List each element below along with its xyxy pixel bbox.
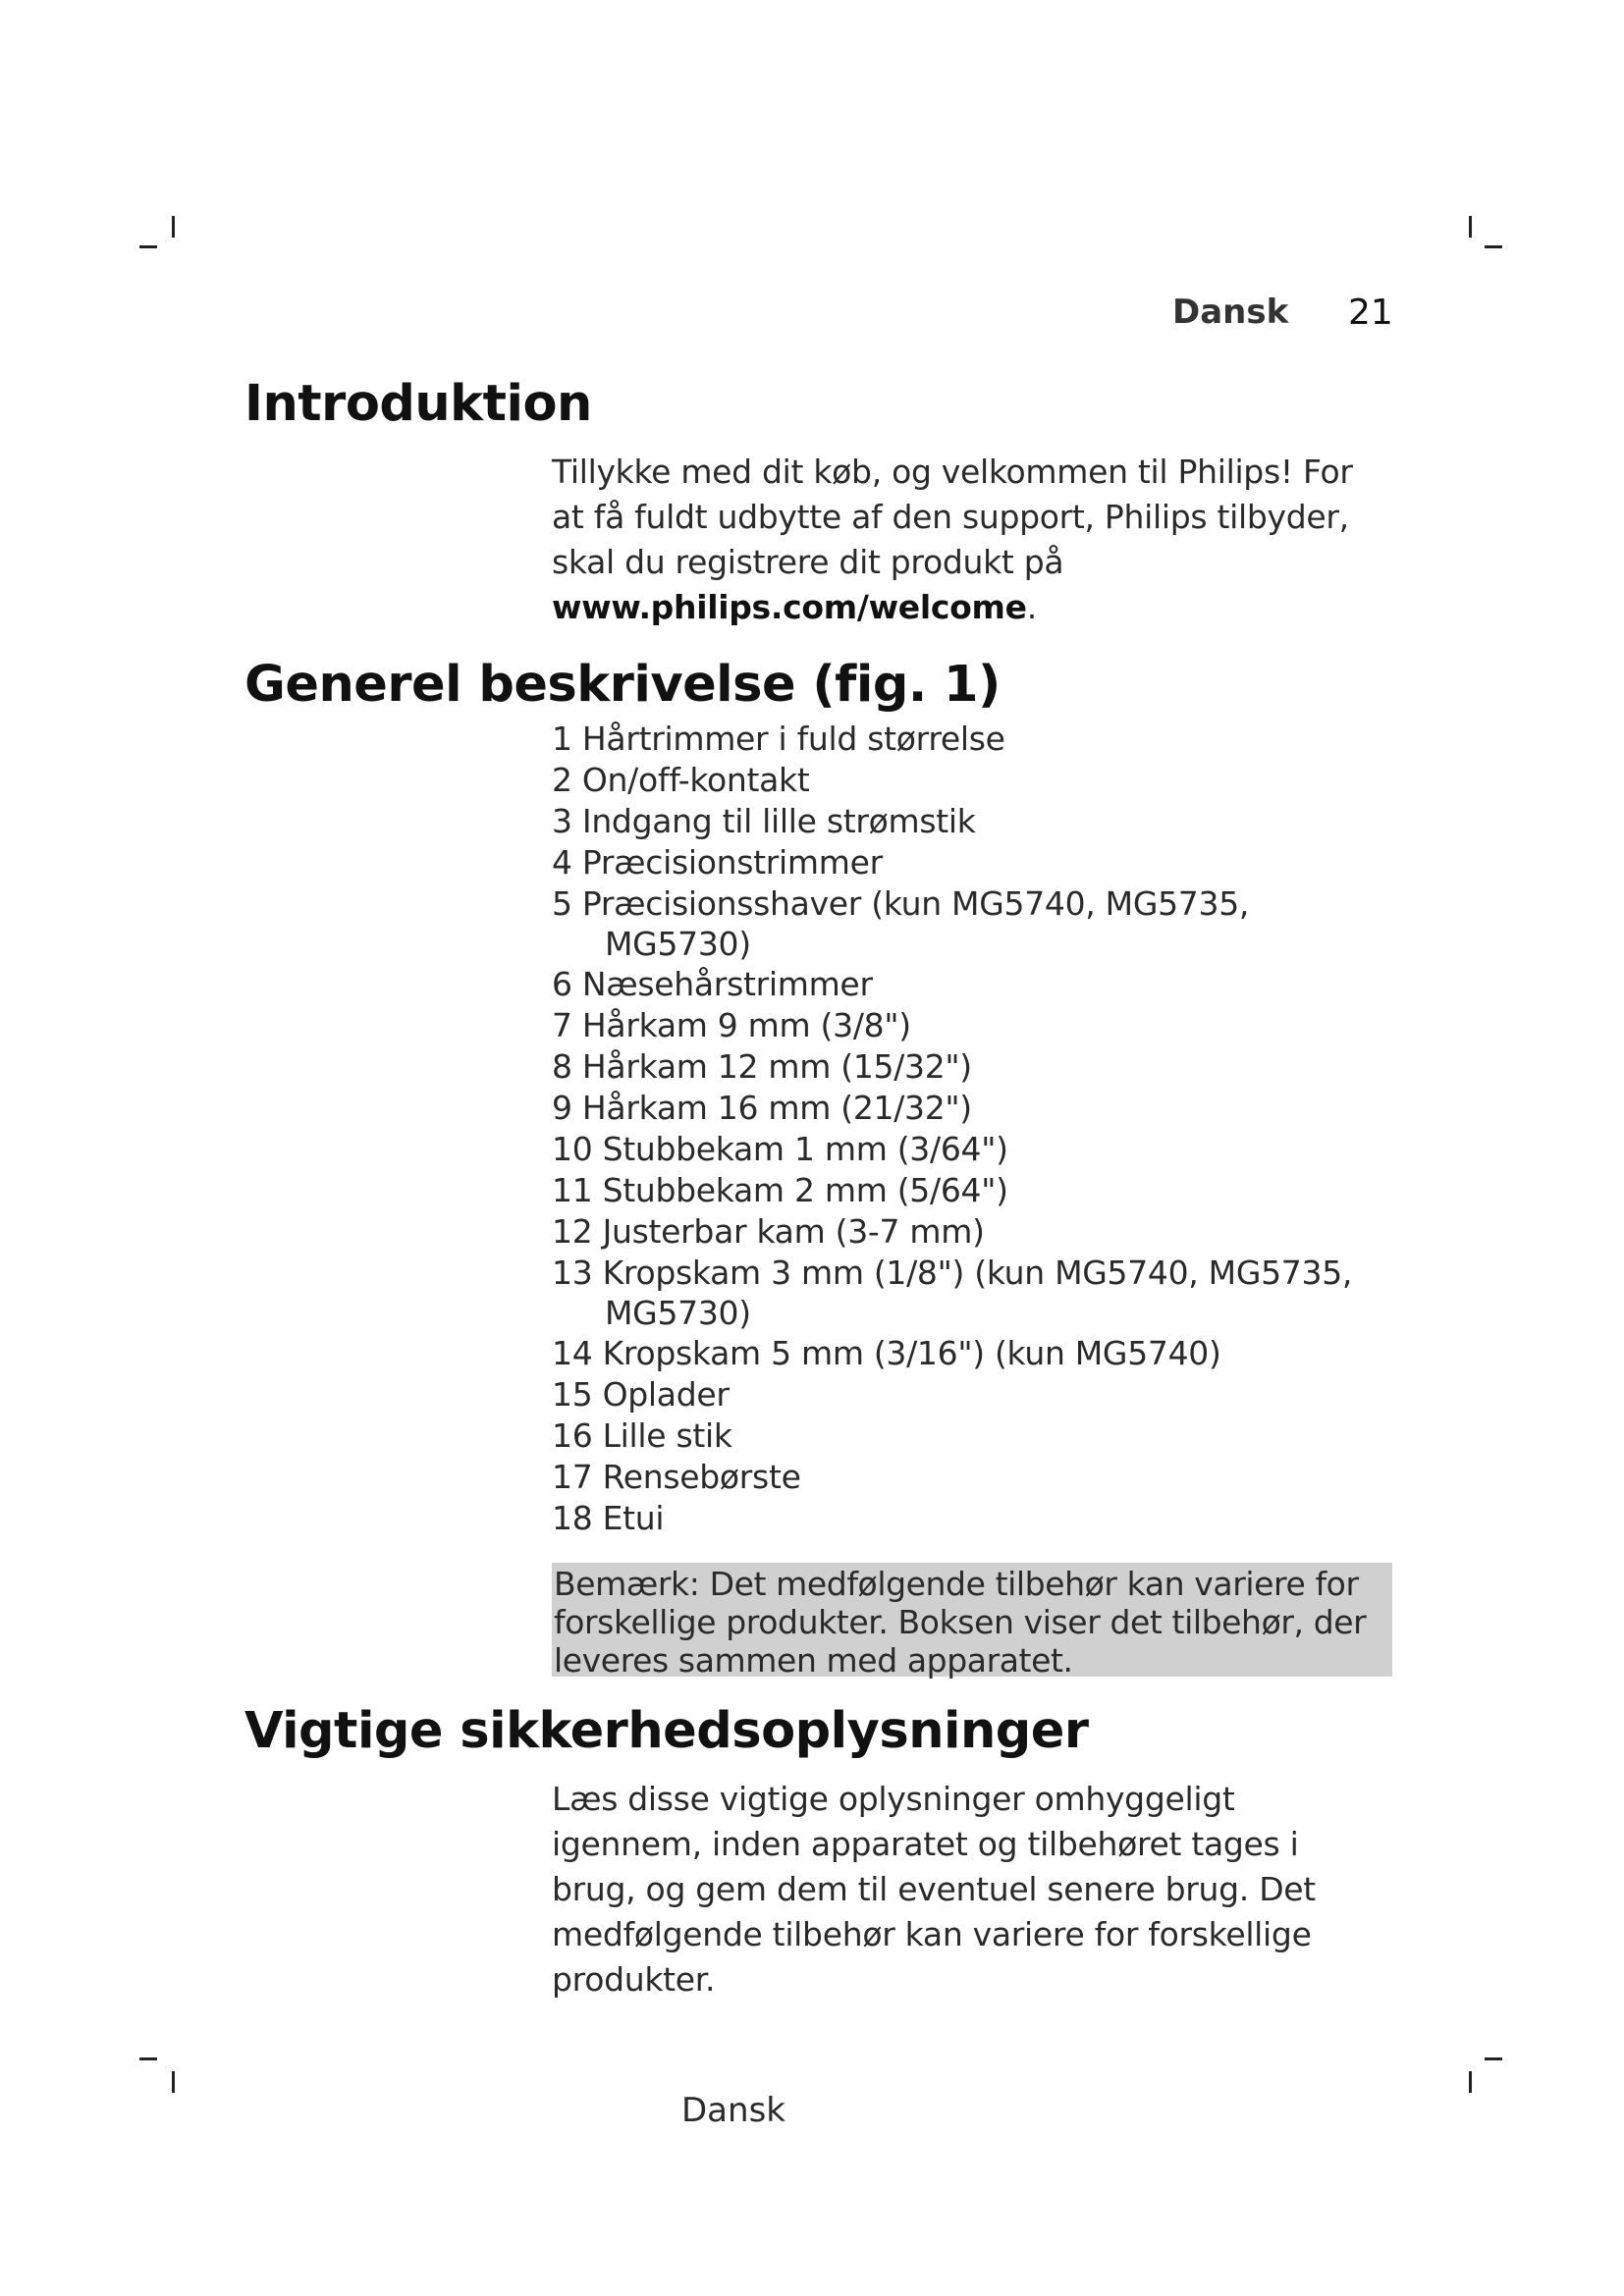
list-item: 8 Hårkam 12 mm (15/32")	[552, 1047, 972, 1086]
crop-mark-bottom-right-v	[1469, 2071, 1472, 2093]
list-item-continuation: MG5730)	[605, 925, 751, 963]
page-number: 21	[1348, 293, 1393, 333]
note-line: leveres sammen med apparatet.	[554, 1641, 1073, 1680]
crop-mark-bottom-left-v	[172, 2071, 175, 2093]
list-item	[552, 1253, 1352, 1333]
safety-line: brug, og gem dem til eventuel senere brug. Det	[552, 1870, 1316, 1908]
list-item: 4 Præcisionstrimmer	[552, 843, 883, 881]
accessory-note	[552, 1563, 1392, 1680]
list-item-text: 13 Kropskam 3 mm (1/8") (kun MG5740, MG5735,	[552, 1254, 1353, 1292]
intro-line: skal du registrere dit produkt på	[552, 543, 1064, 581]
safety-line: igennem, inden apparatet og tilbehøret tages i	[552, 1825, 1299, 1863]
crop-mark-top-right-h	[1485, 245, 1502, 248]
list-item: 6 Næsehårstrimmer	[552, 965, 873, 1003]
safety-line: medfølgende tilbehør kan variere for forskellige	[552, 1915, 1312, 1953]
list-item-continuation: MG5730)	[605, 1294, 751, 1332]
note-line: forskellige produkter. Boksen viser det tilbehør, der	[554, 1603, 1367, 1641]
note-line: Bemærk: Det medfølgende tilbehør kan variere for	[554, 1565, 1359, 1603]
list-item: 1 Hårtrimmer i fuld størrelse	[552, 720, 1005, 758]
safety-line: produkter.	[552, 1960, 716, 1999]
list-item: 9 Hårkam 16 mm (21/32")	[552, 1089, 972, 1127]
list-item: 17 Rensebørste	[552, 1458, 801, 1496]
intro-line: Tillykke med dit køb, og velkommen til Philips! For	[552, 453, 1353, 491]
list-item: 11 Stubbekam 2 mm (5/64")	[552, 1171, 1008, 1209]
intro-url-suffix: .	[1026, 588, 1037, 626]
footer-language: Dansk	[681, 2091, 785, 2130]
safety-heading: Vigtige sikkerhedsoplysninger	[244, 1702, 1089, 1760]
crop-mark-top-left-h	[139, 245, 157, 248]
general-heading: Generel beskrivelse (fig. 1)	[244, 656, 1001, 714]
header-language: Dansk	[1172, 293, 1289, 332]
safety-paragraph	[552, 1777, 1396, 2002]
list-item: 10 Stubbekam 1 mm (3/64")	[552, 1130, 1008, 1168]
list-item: 16 Lille stik	[552, 1416, 732, 1455]
list-item-text: 5 Præcisionsshaver (kun MG5740, MG5735,	[552, 884, 1250, 923]
crop-mark-bottom-right-h	[1485, 2057, 1502, 2060]
crop-mark-bottom-left-h	[139, 2057, 157, 2060]
safety-line: Læs disse vigtige oplysninger omhyggeligt	[552, 1780, 1235, 1818]
intro-paragraph	[552, 450, 1396, 630]
parts-list	[552, 719, 1352, 1539]
list-item: 7 Hårkam 9 mm (3/8")	[552, 1006, 911, 1044]
intro-url-line	[552, 585, 1396, 630]
list-item: 12 Justerbar kam (3-7 mm)	[552, 1212, 985, 1251]
intro-heading: Introduktion	[244, 375, 592, 433]
list-item: 2 On/off-kontakt	[552, 761, 810, 799]
list-item: 15 Oplader	[552, 1375, 730, 1414]
crop-mark-top-right-v	[1469, 216, 1472, 238]
intro-line: at få fuldt udbytte af den support, Philips tilbyder,	[552, 498, 1349, 536]
list-item: 3 Indgang til lille strømstik	[552, 802, 976, 840]
crop-mark-top-left-v	[172, 216, 175, 238]
philips-welcome-link[interactable]: www.philips.com/welcome	[552, 588, 1027, 626]
list-item: 18 Etui	[552, 1499, 665, 1537]
list-item	[552, 883, 1352, 964]
list-item: 14 Kropskam 5 mm (3/16") (kun MG5740)	[552, 1334, 1221, 1372]
